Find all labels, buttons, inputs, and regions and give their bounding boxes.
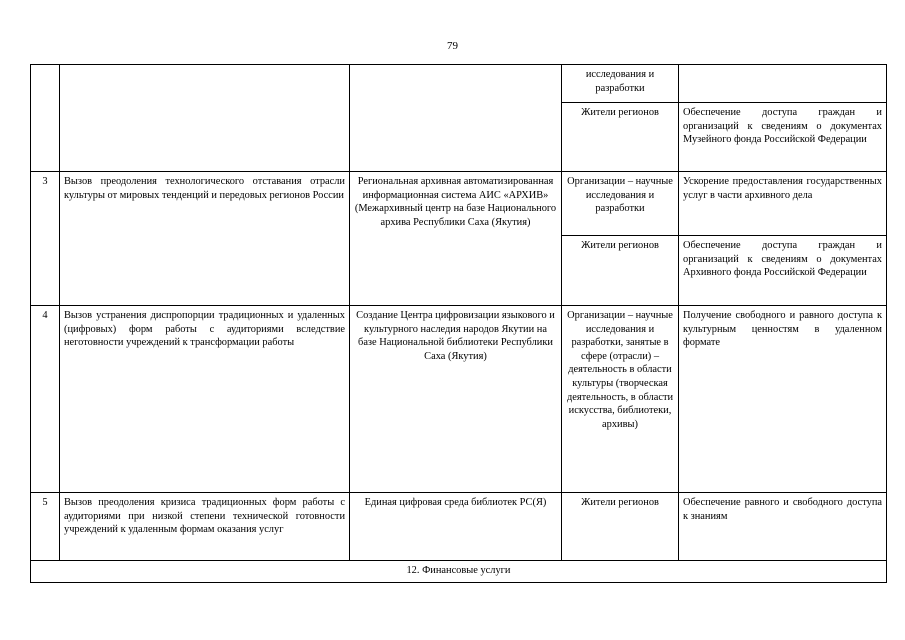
section-heading: 12. Финансовые услуги — [31, 561, 887, 583]
table-row — [31, 65, 887, 103]
page-number: 79 — [447, 40, 458, 52]
challenge-cell: Вызов преодоления технологического отставания отрасли культуры от мировых тенденций и передовых регионов России — [60, 172, 350, 306]
row-number-cell: 3 — [31, 172, 60, 306]
effect-cell: Получение свободного и равного доступа к культурным ценностям в удаленном формате — [679, 306, 887, 493]
challenge-cell: Вызов преодоления кризиса традиционных форм работы с аудиториями при низкой степени технической готовности учреждений к удаленным формам оказания услуг — [60, 493, 350, 561]
target-group-cell: Жители регионов — [562, 103, 679, 172]
challenge-cell: Вызов устранения диспропорции традиционных и удаленных (цифровых) форм работы с аудиториями вследствие неготовности учреждений к трансформации работы — [60, 306, 350, 493]
project-cell: Единая цифровая среда библиотек РС(Я) — [350, 493, 562, 561]
project-cell: Региональная архивная автоматизированная информационная система АИС «АРХИВ» (Межархивный центр на базе Национального архива Республики Саха (Якутия) — [350, 172, 562, 306]
effect-cell — [679, 65, 887, 103]
effect-cell: Обеспечение доступа граждан и организаций к сведениям о документах Архивного фонда Российской Федерации — [679, 236, 887, 306]
target-group-cell: Жители регионов — [562, 236, 679, 306]
table-row — [31, 561, 887, 583]
target-group-cell: Жители регионов — [562, 493, 679, 561]
target-group-cell: Организации – научные исследования и разработки — [562, 172, 679, 236]
target-group-cell: Организации – научные исследования и разработки, занятые в сфере (отрасли) – деятельность в области культуры (творческая деятельность, в области искусства, библиотеки, архивы) — [562, 306, 679, 493]
document-table — [30, 64, 887, 583]
target-group-cell: исследования и разработки — [562, 65, 679, 103]
effect-cell: Обеспечение равного и свободного доступа к знаниям — [679, 493, 887, 561]
effect-cell: Ускорение предоставления государственных услуг в части архивного дела — [679, 172, 887, 236]
row-number-cell — [31, 65, 60, 172]
row-number-cell: 5 — [31, 493, 60, 561]
row-number-cell: 4 — [31, 306, 60, 493]
table-row — [31, 172, 887, 236]
effect-cell: Обеспечение доступа граждан и организаций к сведениям о документах Музейного фонда Российской Федерации — [679, 103, 887, 172]
challenge-cell — [60, 65, 350, 172]
project-cell: Создание Центра цифровизации языкового и культурного наследия народов Якутии на базе Национальной библиотеки Республики Саха (Якутия) — [350, 306, 562, 493]
table-row — [31, 493, 887, 561]
project-cell — [350, 65, 562, 172]
table-row — [31, 306, 887, 493]
